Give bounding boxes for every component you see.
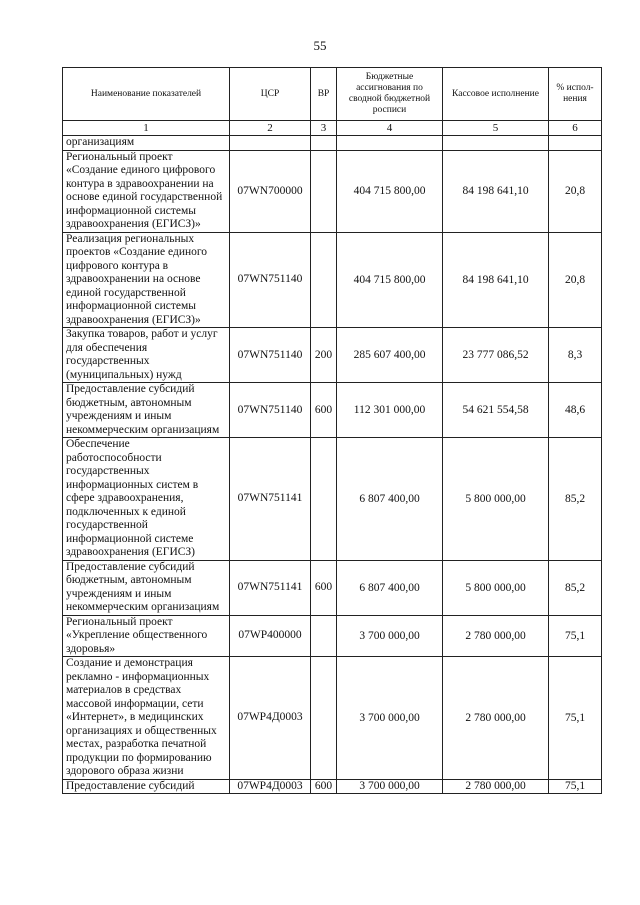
vr-cell [311, 232, 337, 328]
column-number: 4 [337, 121, 443, 136]
budget-cell: 404 715 800,00 [337, 150, 443, 232]
percent-cell: 20,8 [549, 232, 602, 328]
csr-cell [230, 136, 311, 151]
percent-cell: 8,3 [549, 328, 602, 383]
budget-cell: 3 700 000,00 [337, 615, 443, 657]
cash-cell: 84 198 641,10 [443, 232, 549, 328]
vr-cell [311, 150, 337, 232]
table-row [63, 438, 602, 561]
table-row [63, 328, 602, 383]
percent-cell: 75,1 [549, 615, 602, 657]
header-indicator-name: Наименование показателей [63, 68, 230, 121]
table-row [63, 150, 602, 232]
percent-cell: 20,8 [549, 150, 602, 232]
indicator-name-cell: Региональный проект «Создание единого цифрового контура в здравоохранении на основе единой государственной информационной системы здравоохранения (ЕГИСЗ)» [63, 150, 230, 232]
csr-cell: 07WP4Д0003 [230, 657, 311, 780]
budget-cell: 6 807 400,00 [337, 438, 443, 561]
percent-cell: 48,6 [549, 383, 602, 438]
indicator-name-cell: Предоставление субсидий бюджетным, автономным учреждениям и иным некоммерческим организациям [63, 560, 230, 615]
cash-cell: 5 800 000,00 [443, 438, 549, 561]
table-row [63, 779, 602, 794]
percent-cell: 85,2 [549, 560, 602, 615]
cash-cell: 23 777 086,52 [443, 328, 549, 383]
csr-cell: 07WN751141 [230, 560, 311, 615]
budget-cell: 285 607 400,00 [337, 328, 443, 383]
vr-cell: 200 [311, 328, 337, 383]
cash-cell: 2 780 000,00 [443, 615, 549, 657]
column-number: 2 [230, 121, 311, 136]
header-execution-percent: % испол-нения [549, 68, 602, 121]
table-row [63, 657, 602, 780]
indicator-name-cell: Реализация региональных проектов «Создание единого цифрового контура в здравоохранении на основе единой государственной информационной системы здравоохранения (ЕГИСЗ)» [63, 232, 230, 328]
header-cash-execution: Кассовое исполнение [443, 68, 549, 121]
column-number: 6 [549, 121, 602, 136]
column-number: 1 [63, 121, 230, 136]
vr-cell [311, 615, 337, 657]
cash-cell: 5 800 000,00 [443, 560, 549, 615]
csr-cell: 07WP400000 [230, 615, 311, 657]
cash-cell: 84 198 641,10 [443, 150, 549, 232]
budget-cell: 3 700 000,00 [337, 779, 443, 794]
percent-cell: 85,2 [549, 438, 602, 561]
vr-cell: 600 [311, 383, 337, 438]
budget-execution-table [62, 67, 602, 794]
table-row [63, 232, 602, 328]
budget-cell: 6 807 400,00 [337, 560, 443, 615]
cash-cell [443, 136, 549, 151]
column-number: 3 [311, 121, 337, 136]
indicator-name-cell: Создание и демонстрация рекламно - информационных материалов в средствах массовой информации, сети «Интернет», в медицинских организациях и общественных местах, разработка печатной продукции по формированию здорового образа жизни [63, 657, 230, 780]
column-number: 5 [443, 121, 549, 136]
percent-cell: 75,1 [549, 657, 602, 780]
budget-cell: 3 700 000,00 [337, 657, 443, 780]
header-vr: ВР [311, 68, 337, 121]
csr-cell: 07WP4Д0003 [230, 779, 311, 794]
header-budget-allocations: Бюджетные ассигнования по сводной бюджетной росписи [337, 68, 443, 121]
table-row [63, 136, 602, 151]
header-csr: ЦСР [230, 68, 311, 121]
table-row [63, 560, 602, 615]
budget-cell [337, 136, 443, 151]
csr-cell: 07WN751140 [230, 328, 311, 383]
indicator-name-cell: организациям [63, 136, 230, 151]
csr-cell: 07WN751141 [230, 438, 311, 561]
indicator-name-cell: Региональный проект «Укрепление общественного здоровья» [63, 615, 230, 657]
percent-cell [549, 136, 602, 151]
csr-cell: 07WN751140 [230, 383, 311, 438]
vr-cell: 600 [311, 779, 337, 794]
percent-cell: 75,1 [549, 779, 602, 794]
csr-cell: 07WN700000 [230, 150, 311, 232]
indicator-name-cell: Обеспечение работоспособности государственных информационных систем в сфере здравоохранения, подключенных к единой государственной информационной системе здравоохранения (ЕГИСЗ) [63, 438, 230, 561]
vr-cell: 600 [311, 560, 337, 615]
page-number: 55 [313, 38, 327, 53]
table-row [63, 383, 602, 438]
cash-cell: 54 621 554,58 [443, 383, 549, 438]
vr-cell [311, 136, 337, 151]
budget-cell: 112 301 000,00 [337, 383, 443, 438]
indicator-name-cell: Предоставление субсидий бюджетным, автономным учреждениям и иным некоммерческим организациям [63, 383, 230, 438]
indicator-name-cell: Предоставление субсидий [63, 779, 230, 794]
vr-cell [311, 657, 337, 780]
budget-cell: 404 715 800,00 [337, 232, 443, 328]
column-number-row [63, 121, 602, 136]
table-row [63, 615, 602, 657]
vr-cell [311, 438, 337, 561]
table-header-row [63, 68, 602, 121]
cash-cell: 2 780 000,00 [443, 657, 549, 780]
csr-cell: 07WN751140 [230, 232, 311, 328]
cash-cell: 2 780 000,00 [443, 779, 549, 794]
indicator-name-cell: Закупка товаров, работ и услуг для обеспечения государственных (муниципальных) нужд [63, 328, 230, 383]
